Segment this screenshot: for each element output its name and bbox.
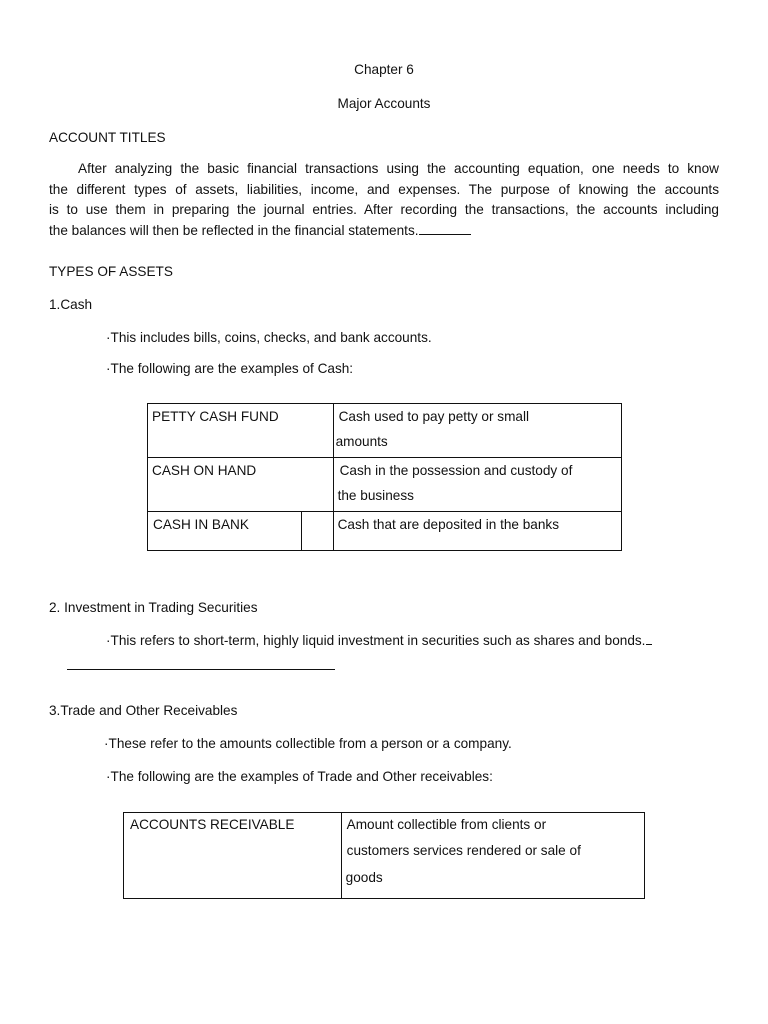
- account-name: ACCOUNTS RECEIVABLE: [130, 817, 295, 832]
- account-name-cell: [148, 404, 334, 458]
- account-name-cell: [148, 512, 302, 551]
- paragraph-line: the balances will then be reflected in the financial statements.: [49, 222, 419, 238]
- cash-heading: 1.Cash: [49, 297, 93, 312]
- account-description-cell: [333, 512, 621, 551]
- receivables-bullet: ·The following are the examples of Trade and Other receivables:: [106, 769, 493, 784]
- cash-bullet: ·This includes bills, coins, checks, and bank accounts.: [106, 330, 432, 345]
- account-name: CASH IN BANK: [153, 517, 249, 532]
- cash-examples-table: [147, 403, 622, 551]
- table-row: [148, 404, 622, 458]
- account-description-cell: [333, 404, 621, 458]
- account-name: CASH ON HAND: [152, 463, 257, 478]
- paragraph-line: is to use them in preparing the journal entries. After recording the transactions, the accounts including: [49, 202, 719, 218]
- account-titles-paragraph: [49, 159, 719, 241]
- receivables-bullet: ·These refer to the amounts collectible from a person or a company.: [104, 736, 512, 751]
- blank-underline: [646, 632, 652, 645]
- investment-heading: 2. Investment in Trading Securities: [49, 600, 258, 615]
- section-heading-types-of-assets: TYPES OF ASSETS: [49, 264, 173, 279]
- empty-cell: [301, 512, 333, 551]
- description-line: goods: [345, 870, 383, 885]
- receivables-heading: 3.Trade and Other Receivables: [49, 703, 238, 718]
- account-name: PETTY CASH FUND: [152, 409, 279, 424]
- paragraph-line: After analyzing the basic financial transactions using the accounting equation, one needs to know: [78, 161, 719, 176]
- investment-bullet-text: ·This refers to short-term, highly liquid investment in securities such as shares and bonds.: [106, 633, 646, 648]
- table-row: [148, 512, 622, 551]
- description-line: customers services rendered or sale of: [346, 843, 581, 858]
- page-title: Major Accounts: [337, 96, 431, 111]
- blank-underline: [419, 222, 471, 235]
- chapter-label: Chapter 6: [354, 62, 414, 77]
- paragraph-line-last: [49, 221, 719, 242]
- cash-bullet: ·The following are the examples of Cash:: [106, 361, 354, 376]
- section-heading-account-titles: ACCOUNT TITLES: [49, 130, 166, 145]
- description-line: Cash in the possession and custody of: [339, 463, 573, 478]
- table-row: [148, 458, 622, 512]
- investment-bullet: [106, 632, 652, 648]
- blank-underline: [67, 669, 335, 670]
- paragraph-line: the different types of assets, liabilities, income, and expenses. The purpose of knowing the accounts: [49, 181, 719, 197]
- description-line: the business: [337, 488, 414, 503]
- description-line: Cash used to pay petty or small: [338, 409, 529, 424]
- account-name-cell: [148, 458, 334, 512]
- account-description-cell: [341, 813, 644, 899]
- description-line: Cash that are deposited in the banks: [337, 517, 560, 532]
- table-row: [124, 813, 645, 899]
- description-line: Amount collectible from clients or: [346, 817, 547, 832]
- account-description-cell: [333, 458, 621, 512]
- account-name-cell: [124, 813, 342, 899]
- description-line: amounts: [335, 434, 388, 449]
- receivables-examples-table: [123, 812, 645, 899]
